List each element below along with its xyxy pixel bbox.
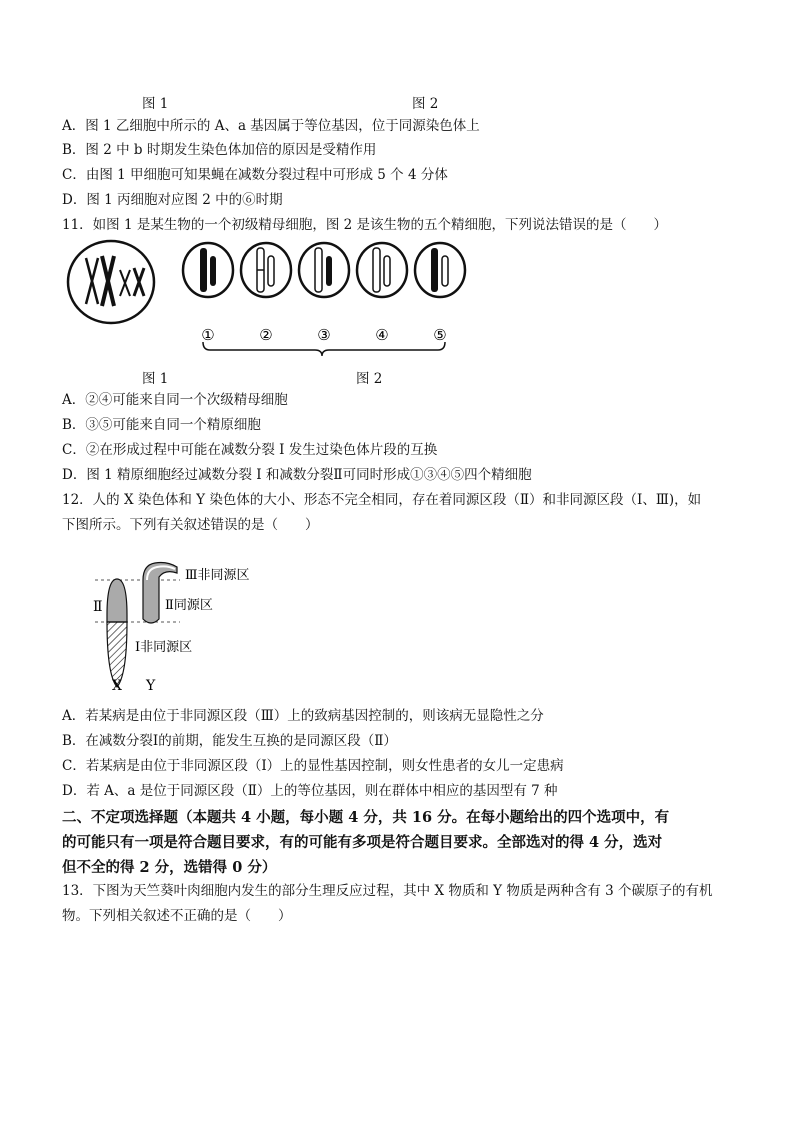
cell-label-3: ③ [317, 326, 331, 344]
q11-option-c: C．②在形成过程中可能在减数分裂 I 发生过染色体片段的互换 [62, 442, 438, 458]
q11-option-a: A．②④可能来自同一个次级精母细胞 [62, 392, 288, 408]
x-chromosome [107, 579, 127, 687]
xy-chromosome-diagram [85, 555, 285, 695]
q13-stem-line2: 物。下列相关叙述不正确的是（ ） [62, 908, 292, 924]
q12-option-b: B．在减数分裂Ⅰ的前期，能发生互换的是同源区段（Ⅱ） [62, 733, 397, 749]
q10-fig1-caption: 图 1 [142, 96, 169, 112]
q10-option-d: D．图 1 丙细胞对应图 2 中的⑥时期 [62, 192, 283, 208]
label-x: X [112, 678, 122, 694]
q12-stem-line2: 下图所示。下列有关叙述错误的是（ ） [62, 517, 319, 533]
cell-label-2: ② [259, 326, 273, 344]
section2-line3: 但不全的得 2 分，选错得 0 分） [62, 859, 277, 876]
q12-option-c: C．若某病是由位于非同源区段（Ⅰ）上的显性基因控制，则女性患者的女儿一定患病 [62, 758, 564, 774]
q11-fig1-cell [68, 241, 154, 323]
cell-label-1: ① [201, 326, 215, 344]
sperm-cell-4 [357, 243, 407, 297]
brace [203, 342, 445, 356]
q11-stem: 11．如图 1 是某生物的一个初级精母细胞，图 2 是该生物的五个精细胞，下列说法错误的是（ ） [62, 217, 668, 233]
cell-label-5: ⑤ [433, 326, 447, 344]
q11-fig2-caption: 图 2 [356, 371, 383, 387]
sperm-cell-2 [241, 243, 291, 297]
q10-fig2-caption: 图 2 [412, 96, 439, 112]
sperm-cell-1 [183, 243, 233, 297]
q12-option-d: D．若 A、a 是位于同源区段（Ⅱ）上的等位基因，则在群体中相应的基因型有 7 种 [62, 783, 558, 799]
q11-option-b: B．③⑤可能来自同一个精原细胞 [62, 417, 261, 433]
section2-line1: 二、不定项选择题（本题共 4 小题，每小题 4 分，共 16 分。在每小题给出的四个选项中，有 [62, 809, 670, 826]
sperm-cell-3 [299, 243, 349, 297]
q13-stem-line1: 13．下图为天竺葵叶肉细胞内发生的部分生理反应过程，其中 X 物质和 Y 物质是两种含有 3 个碳原子的有机 [62, 883, 713, 899]
q10-option-b: B．图 2 中 b 时期发生染色体加倍的原因是受精作用 [62, 142, 377, 158]
section2-line2: 的可能只有一项是符合题目要求，有的可能有多项是符合题目要求。全部选对的得 4 分，选对 [62, 834, 663, 851]
y-chromosome [143, 563, 177, 624]
q11-fig2-cells [183, 243, 465, 356]
q11-fig1-caption: 图 1 [142, 371, 169, 387]
q10-option-c: C．由图 1 甲细胞可知果蝇在减数分裂过程中可形成 5 个 4 分体 [62, 167, 448, 183]
q10-option-a: A．图 1 乙细胞中所示的 A、a 基因属于等位基因，位于同源染色体上 [62, 118, 480, 134]
label-y: Y [146, 678, 156, 694]
label-left-II: Ⅱ [93, 599, 103, 615]
q11-figures [60, 238, 480, 368]
label-III-region: Ⅲ非同源区 [185, 568, 250, 583]
label-II-region: Ⅱ同源区 [165, 598, 213, 613]
label-I-region: Ⅰ非同源区 [135, 640, 193, 655]
cell-label-4: ④ [375, 326, 389, 344]
q11-option-d: D．图 1 精原细胞经过减数分裂 I 和减数分裂Ⅱ可同时形成①③④⑤四个精细胞 [62, 467, 532, 483]
q12-option-a: A．若某病是由位于非同源区段（Ⅲ）上的致病基因控制的，则该病无显隐性之分 [62, 708, 544, 724]
sperm-cell-5 [415, 243, 465, 297]
q12-stem-line1: 12．人的 X 染色体和 Y 染色体的大小、形态不完全相同，存在着同源区段（Ⅱ）和非同源区段（Ⅰ、Ⅲ)，如 [62, 492, 702, 508]
